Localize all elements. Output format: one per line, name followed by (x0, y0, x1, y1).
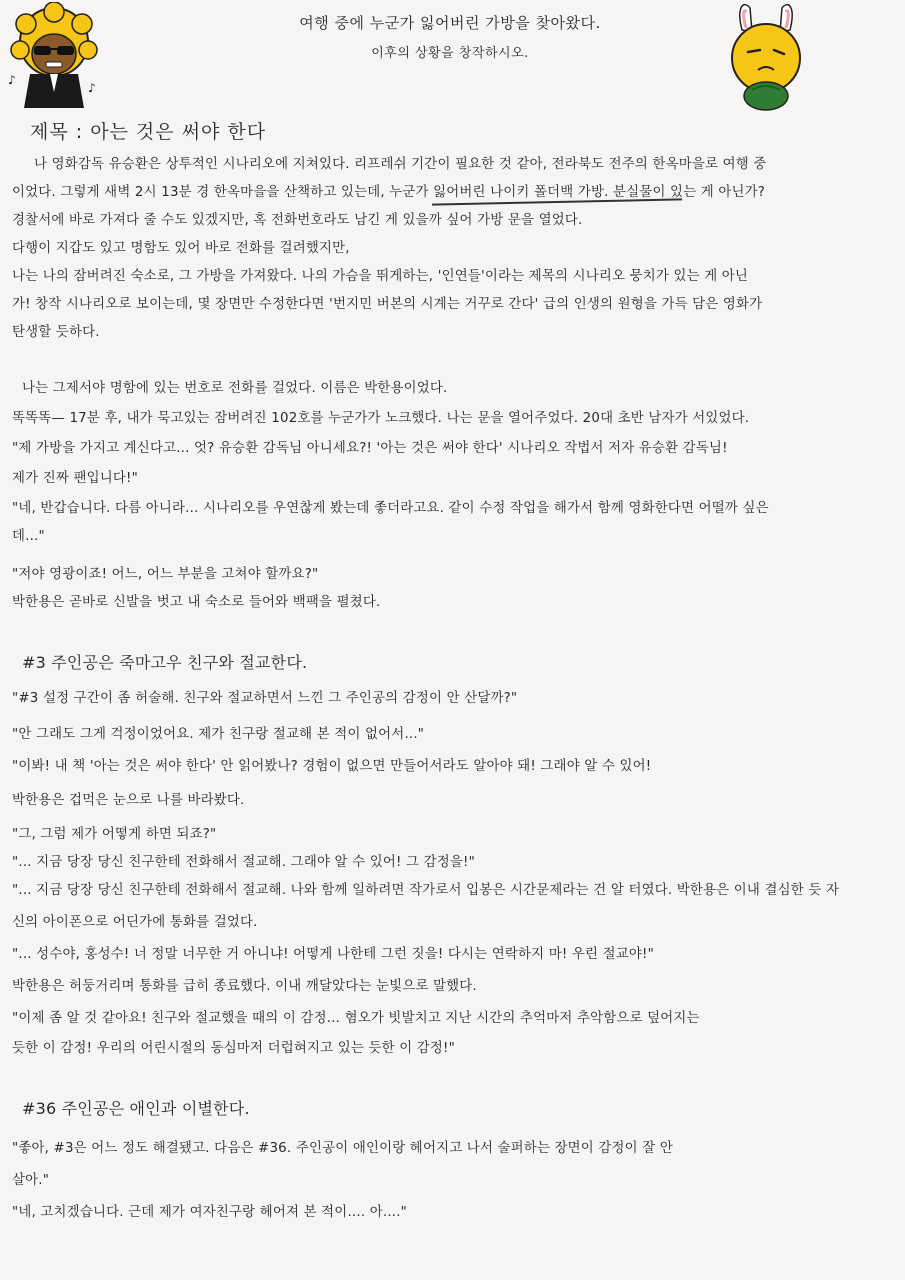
text-line: "저야 영광이죠! 어느, 어느 부분을 고쳐야 할까요?" (12, 567, 319, 582)
text-line: 나는 나의 잠버려진 숙소로, 그 가방을 가져왔다. 나의 가슴을 뛰게하는, '인연들'이라는 제목의 시나리오 뭉치가 있는 게 아닌 (12, 269, 749, 284)
text-line: "이봐! 내 책 '아는 것은 써야 한다' 안 읽어봤나? 경험이 없으면 만들어서라도 알아야 돼! 그래야 알 수 있어! (12, 759, 652, 774)
text-line: 똑똑똑— 17분 후, 내가 묵고있는 잠버려진 102호를 누군가가 노크했다. 나는 문을 열어주었다. 20대 초반 남자가 서있었다. (12, 411, 750, 426)
text-line: "좋아, #3은 어느 정도 해결됐고. 다음은 #36. 주인공이 애인이랑 헤어지고 나서 술퍼하는 장면이 감정이 잘 안 (12, 1141, 673, 1156)
text-line: "... 성수야, 홍성수! 너 정말 너무한 거 아니냐! 어떻게 나한테 그런 짓을! 다시는 연락하지 마! 우린 절교야!" (12, 947, 654, 962)
text-line: "네, 반갑습니다. 다름 아니라... 시나리오를 우연찮게 봤는데 좋더라고요. 같이 수정 작업을 해가서 함께 영화한다면 어떨까 싶은 (12, 501, 769, 516)
character-sticker-right (722, 0, 812, 115)
text-line: 신의 아이폰으로 어딘가에 통화를 걸었다. (12, 915, 258, 930)
text-line: "그, 그럼 제가 어떻게 하면 되죠?" (12, 827, 217, 842)
text-line: 박한용은 겁먹은 눈으로 나를 바라봤다. (12, 793, 245, 808)
text-line: 살아." (12, 1173, 50, 1188)
text-line: "... 지금 당장 당신 친구한테 전화해서 절교해. 나와 함께 일하려면 작가로서 입봉은 시간문제라는 건 알 터였다. 박한용은 이내 결심한 듯 자 (12, 883, 840, 898)
text-line: 데..." (12, 529, 45, 544)
text-line: 가! 창작 시나리오로 보이는데, 몇 장면만 수정한다면 '번지민 버본의 시계는 거꾸로 간다' 급의 인생의 원형을 가득 담은 영화가 (12, 297, 763, 312)
essay-title: 제목 : 아는 것은 써야 한다 (30, 121, 267, 143)
text-line: 경찰서에 바로 가져다 줄 수도 있겠지만, 혹 전화번호라도 남긴 게 있을까 싶어 가방 문을 열었다. (12, 213, 583, 228)
text-line: "... 지금 당장 당신 친구한테 전화해서 절교해. 그래야 알 수 있어! 그 감정을!" (12, 855, 475, 870)
text-line: "네, 고치겠습니다. 근데 제가 여자친구랑 헤어져 본 적이.... 아...." (12, 1205, 408, 1220)
svg-text:♪: ♪ (88, 81, 96, 95)
text-line: 듯한 이 감정! 우리의 어린시절의 동심마저 더럽혀지고 있는 듯한 이 감정!" (12, 1041, 455, 1056)
prompt-line-1: 여행 중에 누군가 잃어버린 가방을 찾아왔다. (299, 14, 601, 32)
scene-heading: #3 주인공은 죽마고우 친구와 절교한다. (22, 653, 308, 672)
text-line: 박한용은 곧바로 신발을 벗고 내 숙소로 들어와 백팩을 펼쳤다. (12, 595, 381, 610)
text-line: 나는 그제서야 명함에 있는 번호로 전화를 걸었다. 이름은 박한용이었다. (22, 381, 448, 396)
text-line: 탄생할 듯하다. (12, 325, 100, 340)
text-line: 제가 진짜 팬입니다!" (12, 471, 138, 486)
text-line: 이었다. 그렇게 새벽 2시 13분 경 한옥마을을 산책하고 있는데, 누군가 잃어버린 나이키 폴더백 가방. 분실물이 있는 게 아닌가? (12, 185, 766, 200)
prompt-line-2: 이후의 상황을 창작하시오. (371, 46, 529, 61)
svg-text:♪: ♪ (8, 73, 16, 87)
text-line: "안 그래도 그게 걱정이었어요. 제가 친구랑 절교해 본 적이 없어서..." (12, 727, 425, 742)
character-sticker-left (4, 2, 104, 112)
text-line: "이제 좀 알 것 같아요! 친구와 절교했을 때의 이 감정... 혐오가 빗발치고 지난 시간의 추억마저 추악함으로 덮어지는 (12, 1011, 700, 1026)
text-line: 나 영화감독 유승환은 상투적인 시나리오에 지쳐있다. 리프레쉬 기간이 필요한 것 같아, 전라북도 전주의 한옥마을로 여행 중 (34, 157, 767, 172)
text-line: 박한용은 허둥거리며 통화를 급히 종료했다. 이내 깨달았다는 눈빛으로 말했다. (12, 979, 477, 994)
text-line: "제 가방을 가지고 계신다고... 엇? 유승환 감독님 아니세요?! '아는 것은 써야 한다' 시나리오 작법서 저자 유승환 감독님! (12, 441, 728, 456)
text-line: 다행이 지갑도 있고 명함도 있어 바로 전화를 걸려했지만, (12, 241, 350, 256)
text-line: "#3 설정 구간이 좀 허술해. 친구와 절교하면서 느낀 그 주인공의 감정이 안 산달까?" (12, 691, 518, 706)
scene-heading: #36 주인공은 애인과 이별한다. (22, 1099, 250, 1118)
